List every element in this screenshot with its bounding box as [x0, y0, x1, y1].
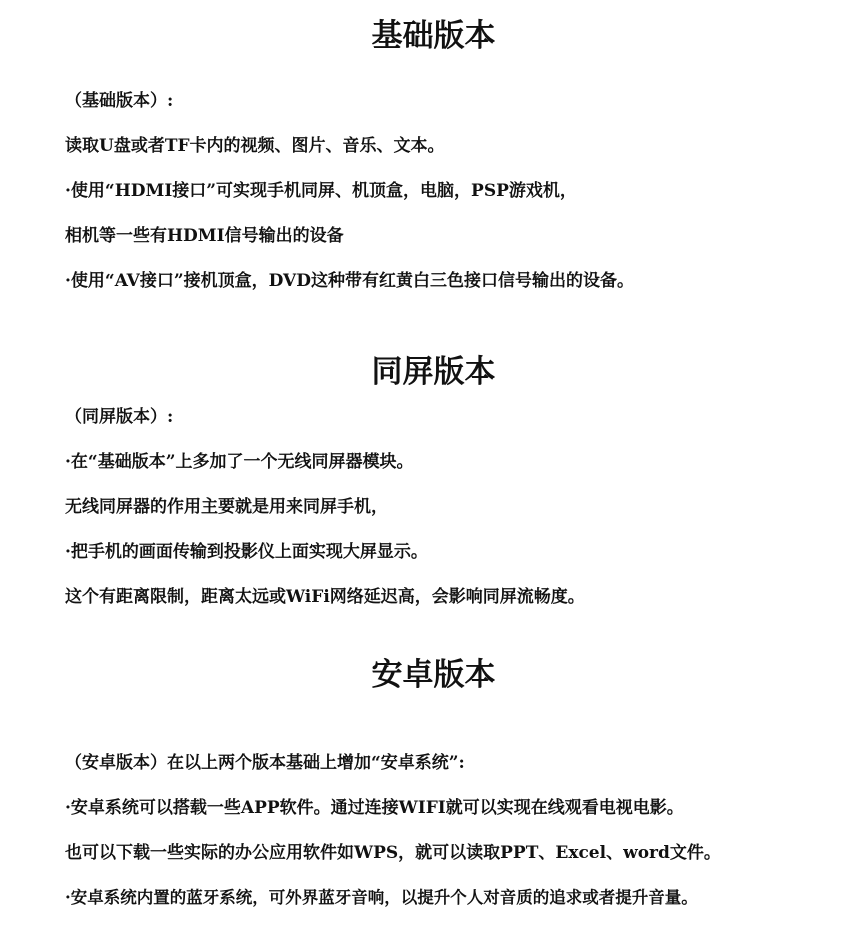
android-line-4: ·安卓系统内置的蓝牙系统，可外界蓝牙音响，以提升个人对音质的追求或者提升音量。 — [65, 888, 698, 907]
android-line-2: ·安卓系统可以搭载一些APP软件。通过连接WIFI就可以实现在线观看电视电影。 — [65, 798, 684, 818]
section-title-mirror: 同屏版本 — [371, 354, 496, 390]
basic-line-2: 读取U盘或者TF卡内的视频、图片、音乐、文本。 — [65, 136, 445, 156]
section-title-android: 安卓版本 — [371, 657, 496, 693]
android-line-1: （安卓版本）在以上两个版本基础上增加“安卓系统”: — [65, 753, 465, 773]
basic-line-1: （基础版本）: — [65, 91, 174, 111]
mirror-line-3: 无线同屏器的作用主要就是用来同屏手机， — [65, 497, 388, 517]
basic-line-3: ·使用“HDMI接口”可实现手机同屏、机顶盒，电脑，PSP游戏机， — [65, 181, 577, 201]
basic-line-4: 相机等一些有HDMI信号输出的设备 — [65, 226, 344, 246]
mirror-line-5: 这个有距离限制，距离太远或WiFi网络延迟高，会影响同屏流畅度。 — [65, 587, 585, 607]
android-line-3: 也可以下载一些实际的办公应用软件如WPS，就可以读取PPT、Excel、word文件。 — [65, 843, 721, 863]
basic-line-5: ·使用“AV接口”接机顶盒，DVD这种带有红黄白三色接口信号输出的设备。 — [65, 271, 634, 291]
section-title-basic: 基础版本 — [371, 18, 496, 54]
mirror-line-1: （同屏版本）: — [65, 407, 174, 427]
mirror-line-4: ·把手机的画面传输到投影仪上面实现大屏显示。 — [65, 542, 428, 562]
mirror-line-2: ·在“基础版本”上多加了一个无线同屏器模块。 — [65, 452, 414, 472]
